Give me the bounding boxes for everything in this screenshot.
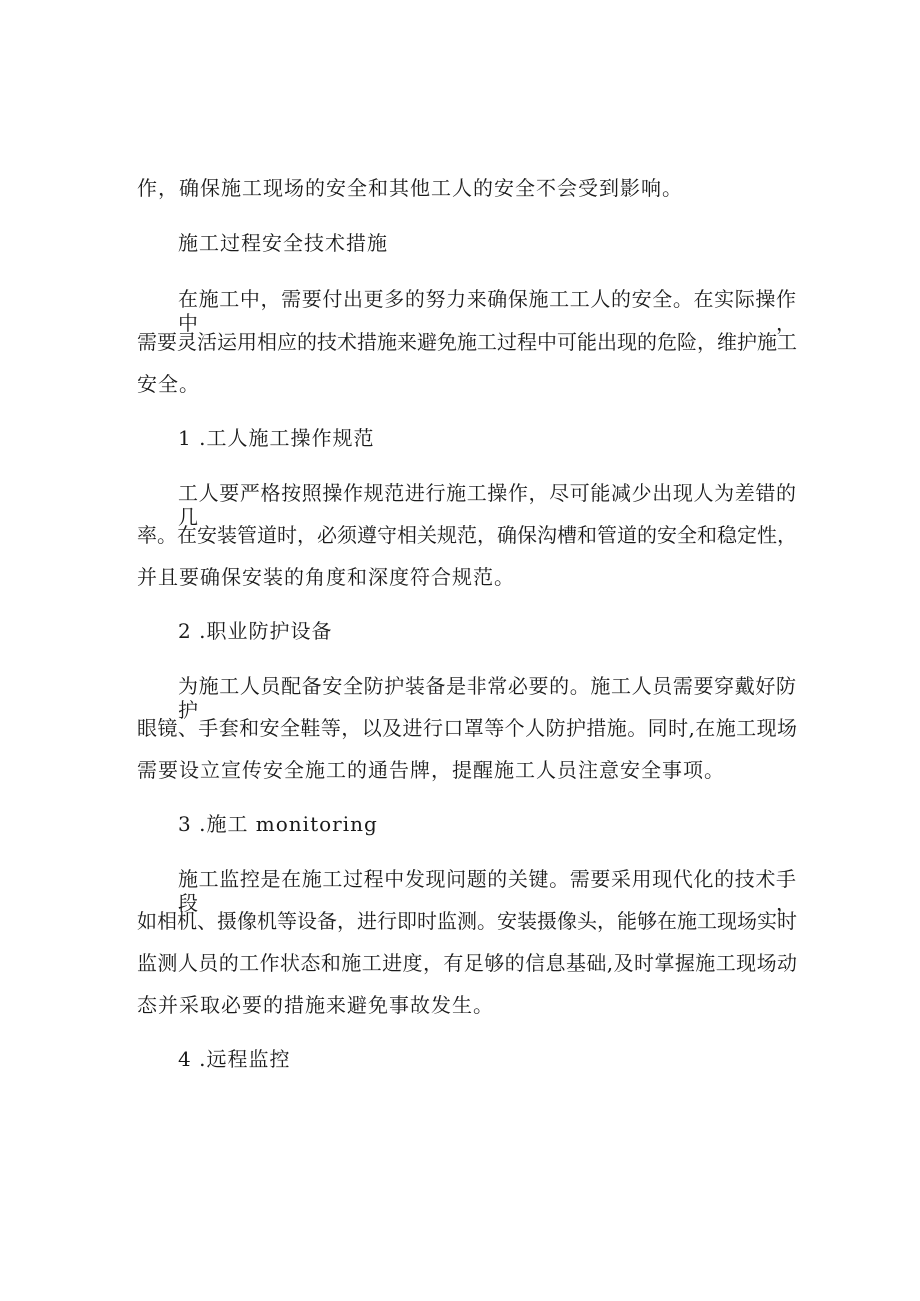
paragraph-line: 工人要严格按照操作规范进行施工操作，尽可能减少出现人为差错的几 [178,481,796,529]
section-heading: 施工过程安全技术措施 [178,231,388,255]
paragraph-line: 如相机、摄像机等设备，进行即时监测。安装摄像头，能够在施工现场实时 [137,909,797,933]
subsection-heading: 2 .职业防护设备 [178,619,333,643]
paragraph-line: 眼镜、手套和安全鞋等，以及进行口罩等个人防护措施。同时,在施工现场 [137,716,797,740]
paragraph-line: 需要设立宣传安全施工的通告牌，提醒施工人员注意安全事项。 [137,758,725,782]
paragraph-line: 态并采取必要的措施来避免事故发生。 [137,993,494,1017]
subsection-heading: 1 .工人施工操作规范 [178,426,375,450]
subsection-heading: 3 .施工 monitoring [178,812,378,836]
paragraph-line: 在施工中，需要付出更多的努力来确保施工工人的安全。在实际操作中， [178,287,796,335]
paragraph-line: 并且要确保安装的角度和深度符合规范。 [137,565,515,589]
paragraph-line: 率。在安装管道时，必须遵守相关规范，确保沟槽和管道的安全和稳定性， [137,523,797,547]
paragraph-line: 监测人员的工作状态和施工进度，有足够的信息基础,及时掌握施工现场动 [137,951,797,975]
subsection-heading: 4 .远程监控 [178,1047,291,1071]
paragraph-line: 需要灵活运用相应的技术措施来避免施工过程中可能出现的危险，维护施工 [137,330,797,354]
paragraph-line: 施工监控是在施工过程中发现问题的关键。需要采用现代化的技术手段， [178,867,796,915]
paragraph-line: 为施工人员配备安全防护装备是非常必要的。施工人员需要穿戴好防护 [178,674,796,722]
paragraph-line: 安全。 [137,372,200,396]
paragraph-line: 作，确保施工现场的安全和其他工人的安全不会受到影响。 [137,176,683,200]
